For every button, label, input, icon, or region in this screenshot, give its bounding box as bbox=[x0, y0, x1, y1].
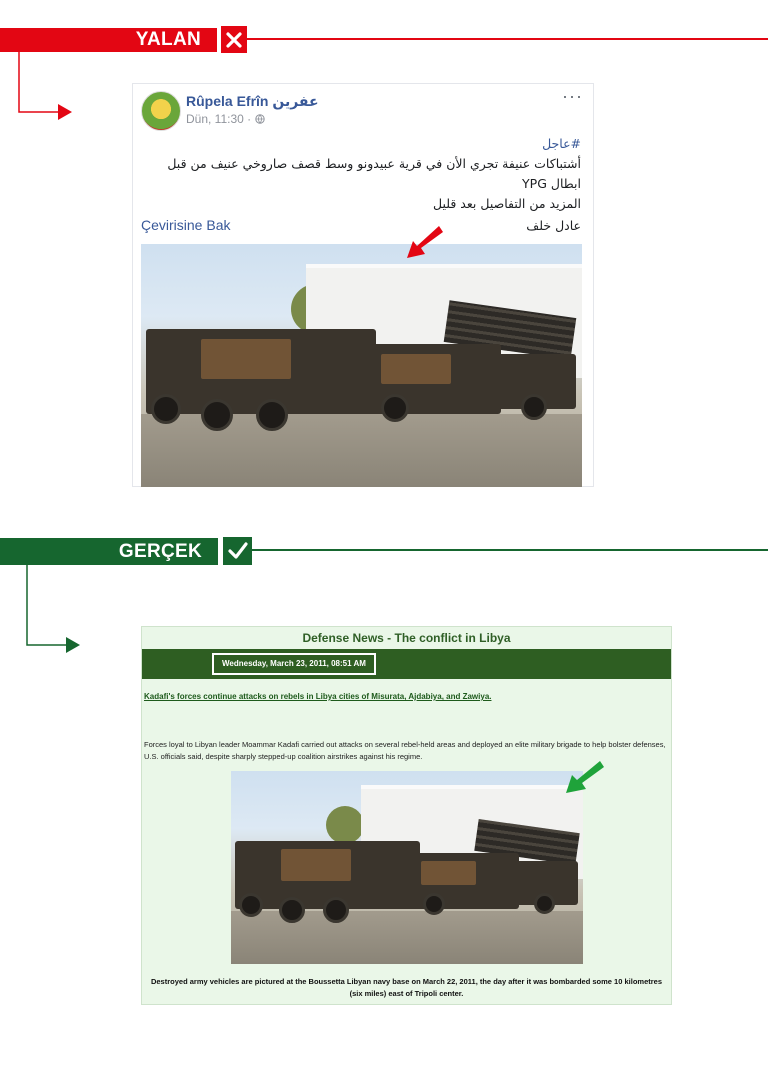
see-translation-link[interactable]: Çevirisine Bak bbox=[141, 217, 231, 233]
photo-caption bbox=[142, 976, 671, 1000]
green-arrow-icon bbox=[562, 759, 606, 797]
facebook-post bbox=[132, 83, 594, 487]
article-photo bbox=[231, 771, 583, 964]
news-article bbox=[141, 626, 672, 1005]
false-connector-arrow-icon bbox=[14, 52, 74, 124]
page-avatar[interactable] bbox=[141, 91, 181, 131]
caption-line-1: Destroyed army vehicles are pictured at the Boussetta Libyan navy base on March 22, 2011, the day after it was bombarded some 10 kilometres bbox=[150, 977, 663, 986]
page-name-latin[interactable]: Rûpela Efrîn bbox=[186, 93, 269, 109]
false-badge bbox=[221, 26, 247, 53]
true-connector-arrow-icon bbox=[22, 565, 82, 655]
x-mark-icon bbox=[225, 31, 243, 49]
false-label bbox=[0, 28, 217, 52]
post-timestamp[interactable] bbox=[186, 112, 265, 126]
post-text-line-2: المزيد من التفاصيل بعد قليل bbox=[432, 196, 581, 211]
post-text-line-1: أشتباكات عنيفة تجري الأن في قرية عبيدونو وسط قصف صاروخي عنيف من قبل ابطال YPG bbox=[167, 156, 581, 191]
page-name-arabic[interactable]: عفرين bbox=[272, 94, 319, 110]
date-bar bbox=[142, 649, 671, 679]
true-label bbox=[0, 538, 218, 565]
hashtag-link[interactable]: #عاجل bbox=[542, 136, 581, 151]
article-body: Forces loyal to Libyan leader Moammar Kadafi carried out attacks on several rebel-held areas and deployed an elite military brigade to help bolster defenses, U.S. officials said, despite sharply stepped-up coalition airstrikes against his regime. bbox=[144, 740, 666, 761]
more-options-button[interactable]: ··· bbox=[562, 86, 583, 106]
timestamp-text[interactable]: Dün, 11:30 · bbox=[186, 112, 252, 126]
site-title: Defense News - The conflict in Libya bbox=[302, 631, 511, 645]
page-name[interactable] bbox=[186, 93, 319, 110]
true-label-text: GERÇEK bbox=[118, 540, 202, 562]
true-rule bbox=[252, 549, 768, 551]
true-badge bbox=[223, 537, 252, 565]
post-photo[interactable] bbox=[141, 244, 582, 487]
red-arrow-icon bbox=[403, 224, 445, 260]
article-date: Wednesday, March 23, 2011, 08:51 AM bbox=[212, 653, 376, 675]
article-headline-link[interactable]: Kadafi's forces continue attacks on rebels in Libya cities of Misurata, Ajdabiya, and Zawiya. bbox=[144, 692, 492, 701]
globe-icon bbox=[255, 114, 265, 124]
false-label-text: YALAN bbox=[135, 29, 201, 50]
check-mark-icon bbox=[228, 542, 248, 560]
false-rule bbox=[247, 38, 768, 40]
post-signature: عادل خلف bbox=[526, 218, 581, 233]
caption-line-2: (six miles) east of Tripoli center. bbox=[349, 989, 464, 998]
